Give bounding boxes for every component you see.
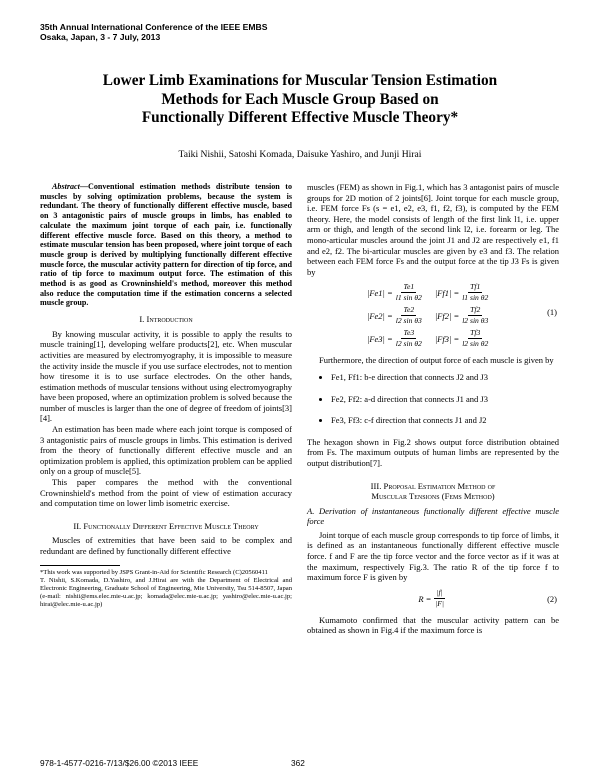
fraction [462, 328, 488, 350]
section-2-heading: II. Functionally Different Effective Muscle Theory [73, 520, 259, 531]
intro-paragraph-2: An estimation has been made where each joint torque is composed of 3 antagonistic pairs of muscle groups in limbs. This estimation is derived from the theory of functionally different effective muscle and an optimization problem is applied, this optimization problem can be applied only on a group of muscle[5]. [40, 424, 292, 477]
fraction-denominator: l2 sin θ2 [395, 339, 422, 349]
equation-1-number: (1) [547, 307, 557, 318]
footnote-funding: *This work was supported by JSPS Grant-in-Aid for Scientific Research (C)20560411 [40, 568, 268, 576]
section-3-heading-line-2: Muscular Tensions (Fems Method) [371, 491, 495, 502]
abstract-label: Abstract [52, 182, 80, 191]
right-paragraph-1: muscles (FEM) as shown in Fig.1, which has 3 antagonist pairs of muscle groups for 2D motion of 2 joints[6]. Joint torque for each muscle group, i.e. FEM force Fs (s = e1, e2, e3, f1, f2, f3), is computed by the FEM theory. Here, the model consists of length of the first link l1, i.e. upper arm or thigh, and length of the second link l2, i.e. forearm or leg. The mono-articular muscles around the joint J1 and J2 are respectively e1, f1 and e2, f2. The bi-articular muscles are given by e3 and f3. The relation between each FEM force Fs and the output force at the tip J3 Fs is given by [307, 182, 559, 277]
fraction-denominator: l2 sin θ2 [462, 339, 489, 349]
title-line-3: Functionally Different Effective Muscle Theory* [141, 109, 459, 126]
title-line-1: Lower Limb Examinations for Muscular Tension Estimation [102, 72, 498, 89]
eq-lhs: |Ff1| = [434, 287, 460, 298]
equation-2-number: (2) [547, 593, 557, 604]
author-list: Taiki Nishii, Satoshi Komada, Daisuke Yashiro, and Junji Hirai [178, 149, 422, 160]
fraction [396, 305, 422, 327]
fraction-numerator: Tf3 [468, 328, 482, 340]
section-3-heading-line-1: III. Proposal Estimation Method of [370, 480, 496, 491]
right-paragraph-2: Furthermore, the direction of output force of each muscle is given by [319, 355, 554, 366]
list-item: • Fe3, Ff3: c-f direction that connects J1 and J2 [331, 415, 559, 426]
footnote-affiliation: T. Nishii, S.Komada, D.Yashiro, and J.Hirai are with the Department of Electrical and Electronic Engineering, Graduate School of Engineering, Mie University, Tsu 514-8507, Japan (e-mail: nishii@ems.elec.mie-u.ac.jp; komada@elec.mie-u.ac.jp; yashiro@elec.mie-u.ac.jp; hirai@elec.mie-u.ac.jp) [40, 576, 292, 608]
conference-header [40, 22, 267, 42]
paper-title [40, 72, 560, 128]
intro-heading: I. Introduction [139, 314, 193, 325]
intro-paragraph-3: This paper compares the method with the conventional Crowninshield's method from the point of view of estimation accuracy and computation time on lower limb isometric exercise. [40, 477, 292, 509]
right-paragraph-5: Kumamoto confirmed that the muscular activity pattern can be obtained as shown in Fig.4 if the maximum force is [307, 614, 559, 636]
eq-lhs: |Fe1| = [367, 287, 393, 298]
right-column [307, 182, 559, 636]
fraction-numerator: Te1 [401, 282, 416, 294]
fraction [462, 305, 488, 327]
left-column [40, 182, 292, 609]
equation-1-row [367, 304, 491, 327]
abstract-text: —Conventional estimation methods distribute tension to muscles by solving optimization problems, because the system is redundant. The theory of functionally different effective muscle, based on 3 antagonistic pairs of muscle groups in limbs, has enabled to calculate the maximum joint torque of each pair, i.e. functionally different effective muscle force. Based on this theory, a method to estimate muscular tension has been proposed, where joint torque of each muscle group is derived by multiplying functionally different effective muscle force, the muscular activity pattern for direction of tip force, and ratio of tip force to maximum output force. The estimation of this method is as good as Crowninshield's method, moreover this method also reduce the computation time if the estimation concerns a selected muscle group. [40, 182, 292, 308]
right-paragraph-3: The hexagon shown in Fig.2 shows output force distribution obtained from Fs. The maximum outputs of human limbs are represented by the output distribution[7]. [307, 436, 559, 468]
fraction-numerator: Tf1 [468, 282, 482, 294]
fraction [462, 282, 488, 304]
fraction-denominator: l2 sin θ3 [395, 316, 422, 326]
eq-lhs: R = [418, 593, 432, 604]
title-line-2: Methods for Each Muscle Group Based on [161, 90, 439, 108]
fraction [434, 588, 444, 610]
fraction-numerator: Tf2 [468, 305, 482, 317]
fraction-denominator: l1 sin θ2 [462, 293, 489, 303]
equation-1-row [367, 281, 491, 304]
equation-2 [307, 586, 559, 612]
eq-lhs: |Ff3| = [434, 333, 460, 344]
list-item: • Fe2, Ff2: a-d direction that connects J1 and J3 [331, 394, 559, 405]
section-3-heading [307, 481, 559, 502]
eq-lhs: |Fe2| = [367, 310, 393, 321]
fraction-numerator: Te3 [401, 328, 416, 340]
conference-name: 35th Annual International Conference of the IEEE EMBS [40, 22, 268, 32]
right-paragraph-4: Joint torque of each muscle group corresponds to tip force of limbs, it is defined as an instantaneous functionally different effective muscle force. f and F are the tip force vector and the force vector as if it was at the maximum, respectively Fig.3. The ratio R of the tip force f to maximum force F is given by [307, 529, 559, 583]
direction-list [307, 372, 559, 426]
fraction [396, 282, 422, 304]
subsection-a-heading: A. Derivation of instantaneous functionally different effective muscle force [307, 505, 559, 527]
footer-isbn: 978-1-4577-0216-7/13/$26.00 ©2013 IEEE [40, 758, 199, 768]
eq-lhs: |Ff2| = [434, 310, 460, 321]
fraction-denominator: l2 sin θ3 [462, 316, 489, 326]
fraction-numerator: |f| [434, 588, 444, 600]
intro-paragraph-1: By knowing muscular activity, it is possible to apply the results to muscle training[1], developing welfare products[2], etc. When muscular activities are measured by electromyography, it is impossible to measure the activity inside the muscle if you use surface electrodes, not to mention how tiresome it is to use surface electrodes. On the other hands, estimation methods of muscular tensions without using electromyography have been proposed, where an optimization problem is solved because the number of muscles is larger than the one of degree of freedom of joints[3][4]. [40, 328, 292, 424]
fraction-denominator: l1 sin θ2 [395, 293, 422, 303]
equation-1-row [367, 327, 491, 350]
equation-1 [307, 281, 559, 351]
footnote-rule [40, 565, 120, 566]
abstract [40, 182, 292, 308]
fraction [396, 328, 422, 350]
page-number: 362 [291, 758, 305, 768]
section-2-paragraph-1: Muscles of extremities that have been said to be complex and redundant are defined by functionally different effective [40, 535, 292, 557]
eq-lhs: |Fe3| = [367, 333, 393, 344]
fraction-denominator: |F| [435, 599, 444, 609]
list-item: • Fe1, Ff1: b-e direction that connects J2 and J3 [331, 372, 559, 383]
fraction-numerator: Te2 [401, 305, 416, 317]
conference-location: Osaka, Japan, 3 - 7 July, 2013 [40, 32, 161, 42]
